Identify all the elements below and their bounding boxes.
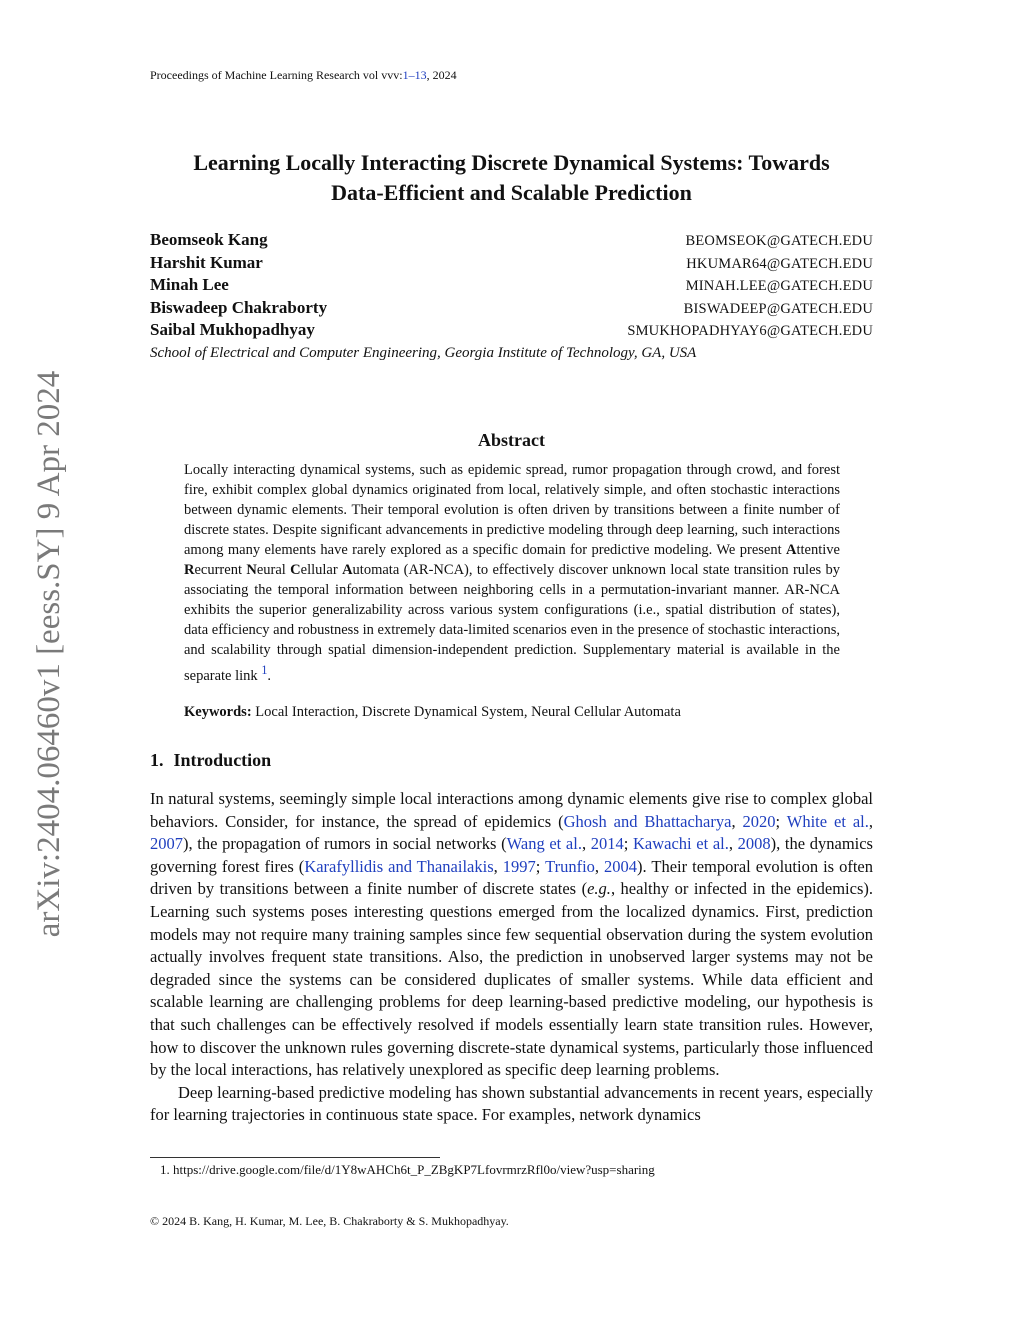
author-block [150, 230, 873, 362]
body-text: , [731, 811, 743, 831]
model-word: eural [256, 562, 291, 578]
citation-year-link[interactable]: 2008 [737, 834, 771, 854]
author-row [150, 275, 873, 298]
model-word: ttentive [796, 542, 840, 558]
footnote-number: 1. [160, 1162, 170, 1177]
footnote-ref-link[interactable]: 1 [261, 663, 268, 677]
author-name: Harshit Kumar [150, 252, 263, 272]
footnote-divider [150, 1157, 440, 1158]
body-text: , [728, 834, 738, 854]
author-name: Beomseok Kang [150, 230, 268, 249]
body-text: , [493, 856, 503, 876]
abstract-heading: Abstract [478, 430, 545, 450]
venue-pages-link[interactable]: 1–13 [402, 68, 427, 82]
title-line-2: Data-Efficient and Scalable Prediction [331, 180, 692, 205]
citation-link[interactable]: Ghosh and Bhattacharya [563, 811, 732, 831]
keywords-line [184, 702, 840, 722]
footnote [160, 1162, 655, 1178]
model-word: utomata [352, 562, 400, 578]
body-text: ), the propagation of rumors in social networks ( [183, 834, 507, 854]
author-name: Biswadeep Chakraborty [150, 297, 328, 317]
citation-link[interactable]: Karafyllidis and Thanailakis [304, 856, 494, 876]
author-row [150, 320, 873, 343]
body-text: ), the dynamics governing forest fires ( [150, 834, 873, 876]
copyright-line: © 2024 B. Kang, H. Kumar, M. Lee, B. Chakraborty & S. Mukhopadhyay. [150, 1214, 509, 1228]
keywords-label: Keywords: [184, 704, 252, 720]
intro-paragraph-2: Deep learning-based predictive modeling has shown substantial advancements in recent years, especially for learning trajectories in continuous state space. For examples, network dynamics [150, 1082, 873, 1125]
section-title: Introduction [173, 750, 272, 770]
citation-year-link[interactable]: 1997 [502, 856, 536, 876]
abstract-text: Locally interacting dynamical systems, such as epidemic spread, rumor propagation through crowd, and forest fire, exhibit complex global dynamics originated from local, relatively simple, and often stochastic interactions between dynamic elements. Their temporal evolution is often driven by transitions between a finite number of discrete states. Despite significant advancements in predictive modeling through deep learning, such interactions among many elements have rarely explored as a specific domain for predictive modeling. We present [184, 462, 840, 558]
intro-paragraph-1 [150, 788, 873, 1082]
body-text: , [594, 856, 605, 876]
abstract-paragraph [184, 460, 840, 686]
citation-year-link[interactable]: 2014 [590, 834, 624, 854]
introduction-body [150, 788, 873, 1127]
citation-year-link[interactable]: 2004 [604, 856, 638, 876]
model-word: ellular [300, 562, 343, 578]
abstract-text: (AR-NCA), to effectively discover unknown local state transition rules by associating the temporal information between neighboring cells in a permutation-invariant manner. AR-NCA exhibits the superior generalizability across various system configurations (i.e., spatial distribution of states), data efficiency and robustness in extremely data-limited scenarios even in the presence of stochastic interactions, and scalability through spatial dimension-independent prediction. Supplementary material is available in the separate link [184, 562, 841, 684]
author-email: BISWADEEP@GATECH.EDU [683, 300, 873, 317]
arxiv-identifier: arXiv:2404.06460v1 [eess.SY] 9 Apr 2024 [31, 370, 67, 938]
author-email: SMUKHOPADHYAY6@GATECH.EDU [627, 323, 873, 339]
model-letter: A [342, 562, 353, 578]
abstract-body [184, 460, 840, 686]
author-row [150, 253, 873, 276]
citation-year-link[interactable]: 2020 [742, 811, 776, 831]
venue-prefix: Proceedings of Machine Learning Research vol vvv: [150, 68, 403, 82]
section-heading [150, 750, 271, 771]
keywords-list: Local Interaction, Discrete Dynamical System, Neural Cellular Automata [251, 704, 681, 720]
author-row [150, 298, 873, 321]
citation-link[interactable]: White et al. [786, 811, 869, 831]
body-text: ; [535, 856, 546, 876]
paper-title [150, 148, 873, 208]
citation-year-link[interactable]: 2007 [150, 834, 183, 854]
body-text: , [868, 811, 874, 831]
abstract-end: . [267, 667, 271, 684]
model-word: ecurrent [194, 562, 247, 578]
footnote-url-link[interactable]: https://drive.google.com/file/d/1Y8wAHCh6t_P_ZBgKP7LfovrmrzRfl0o/view?usp=sharing [173, 1162, 655, 1177]
body-text: ). Their temporal evolution is often driven by transitions between a finite number of discrete states ( [150, 856, 874, 899]
title-line-1: Learning Locally Interacting Discrete Dynamical Systems: Towards [193, 150, 830, 175]
citation-link[interactable]: Kawachi et al. [632, 834, 729, 854]
body-text: ; [623, 834, 633, 854]
venue-suffix: , 2024 [426, 68, 457, 82]
body-text: In natural systems, seemingly simple local interactions among dynamic elements give rise to complex global behaviors. Consider, for instance, the spread of epidemics ( [150, 789, 873, 831]
author-email: HKUMAR64@GATECH.EDU [686, 255, 873, 272]
author-email: MINAH.LEE@GATECH.EDU [685, 278, 873, 294]
author-name: Saibal Mukhopadhyay [150, 320, 315, 339]
emphasis-text: e.g. [587, 879, 611, 899]
venue-line [150, 68, 457, 83]
body-text: , [581, 834, 591, 854]
body-text: ; [775, 811, 787, 831]
section-number: 1. [150, 750, 164, 770]
affiliation: School of Electrical and Computer Engineering, Georgia Institute of Technology, GA, USA [150, 344, 697, 361]
model-letter: R [184, 562, 195, 578]
author-name: Minah Lee [150, 275, 229, 294]
citation-link[interactable]: Wang et al. [506, 834, 582, 854]
author-row [150, 230, 873, 253]
body-text: , healthy or infected in the epidemics). Learning such systems poses interesting questions emerged from the localized dynamics. First, prediction models may not require many training samples since few sequential observation during the system evolution actually involves frequent state transitions. Also, the prediction in unobserved larger systems may not be degraded since the systems can be considered duplicates of smaller systems. While data efficient and scalable learning are challenging problems for deep learning-based predictive modeling, our hypothesis is that such challenges can be effectively resolved if models essentially learn state transition rules. However, how to discover the unknown rules governing discrete-state dynamical systems, particularly those influenced by the local interactions, has relatively unexplored as specific deep learning problems. [150, 879, 874, 1080]
citation-link[interactable]: Trunfio [545, 856, 595, 876]
model-letter: A [786, 542, 797, 558]
model-letter: C [290, 562, 301, 578]
model-letter: N [246, 562, 257, 578]
author-email: BEOMSEOK@GATECH.EDU [685, 233, 873, 249]
